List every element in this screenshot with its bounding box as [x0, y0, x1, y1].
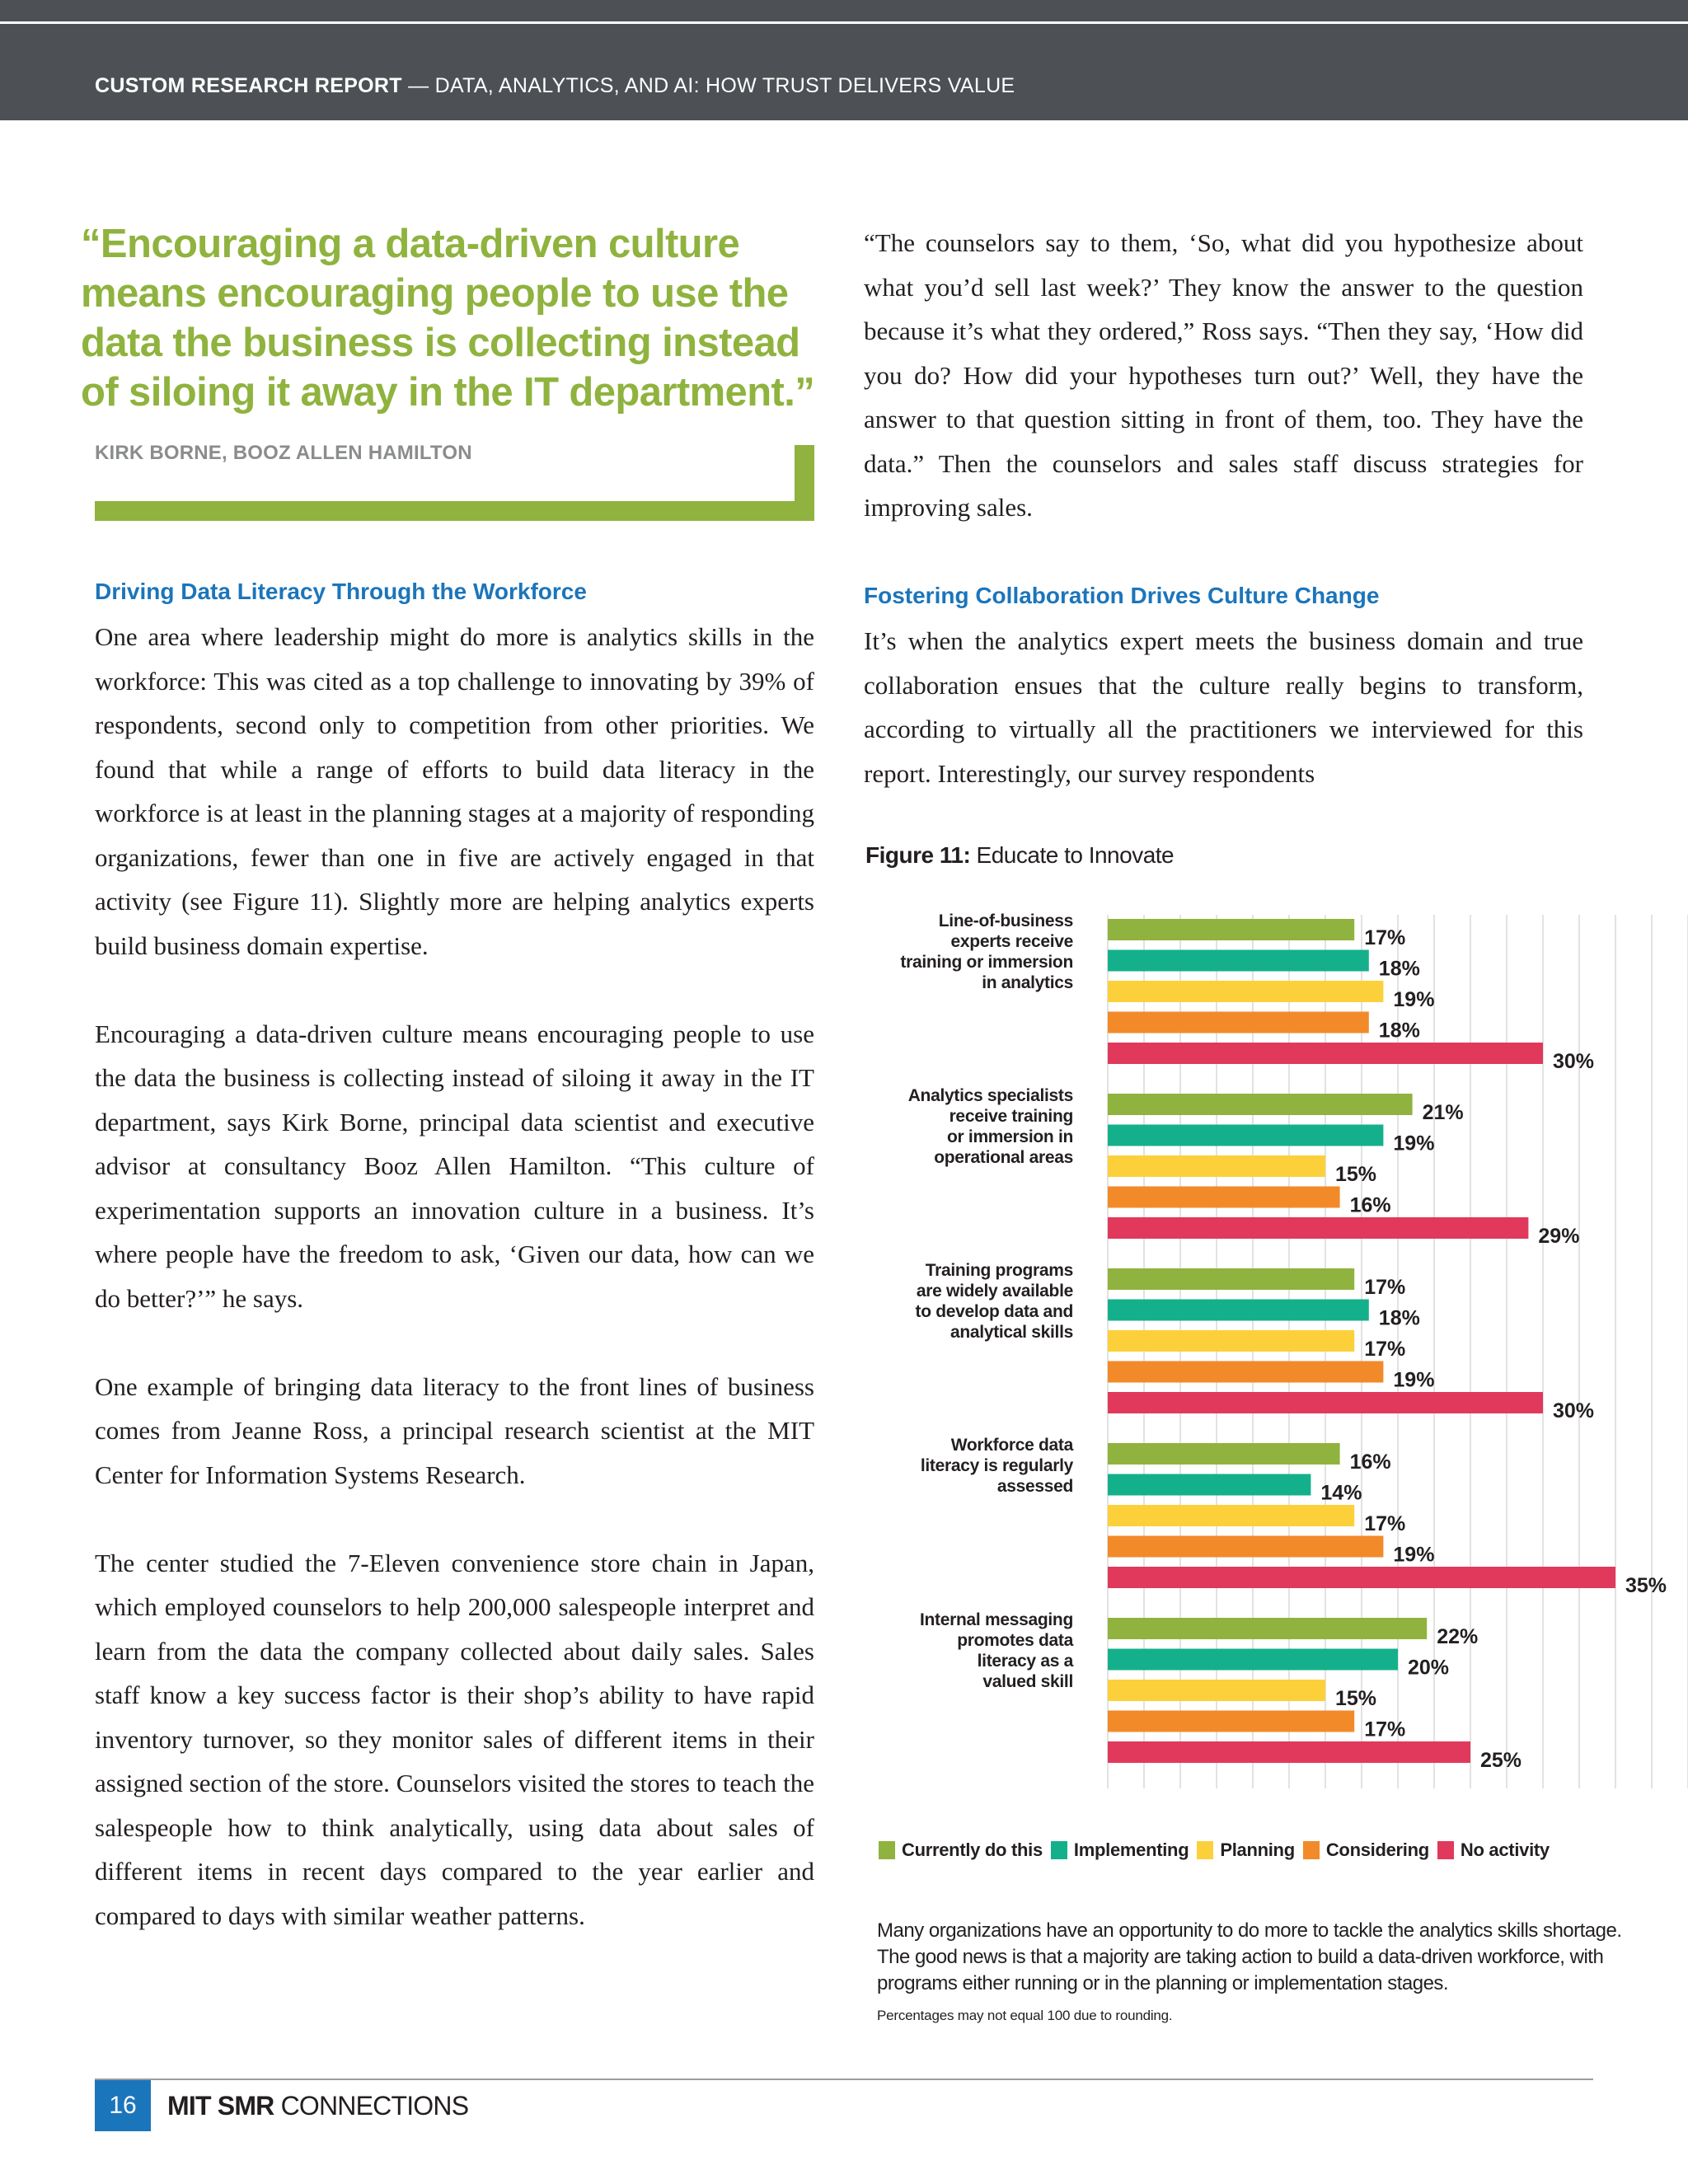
- category-label: are widely available: [916, 1282, 1073, 1301]
- page-number: 16: [95, 2080, 151, 2131]
- brand-bold: MIT SMR: [167, 2091, 274, 2121]
- bar-value-label: 25%: [1480, 1749, 1522, 1772]
- footer-brand: [167, 2091, 468, 2121]
- pull-quote-bracket: [795, 445, 814, 503]
- category-label: to develop data and: [915, 1302, 1073, 1321]
- category-label: assessed: [996, 1477, 1073, 1496]
- bar-value-label: 18%: [1378, 957, 1420, 981]
- bar-value-label: 17%: [1364, 926, 1406, 949]
- bar: [1108, 1392, 1543, 1413]
- header-rest: — DATA, ANALYTICS, AND AI: HOW TRUST DELIVERS VALUE: [401, 74, 1015, 97]
- bar: [1108, 1187, 1340, 1208]
- legend-swatch: [1437, 1841, 1454, 1859]
- bar: [1108, 1268, 1354, 1290]
- legend-item: [1303, 1840, 1429, 1861]
- bar-chart: [857, 907, 1667, 1797]
- brand-rest: CONNECTIONS: [274, 2091, 469, 2121]
- pull-quote-line: of siloing it away in the IT department.”: [81, 370, 815, 415]
- bar-value-label: 22%: [1437, 1625, 1479, 1648]
- legend-item: [1197, 1840, 1295, 1861]
- bar: [1108, 1300, 1369, 1321]
- bar: [1108, 1505, 1354, 1526]
- bar-value-label: 14%: [1320, 1481, 1362, 1505]
- bar: [1108, 1330, 1354, 1352]
- footer-rule: [95, 2079, 1593, 2080]
- category-label: analytical skills: [950, 1323, 1073, 1342]
- pull-quote-rule: [95, 501, 814, 521]
- category-label: Workforce data: [950, 1436, 1073, 1455]
- bar: [1108, 1443, 1340, 1465]
- figure-note: Percentages may not equal 100 due to rounding.: [877, 2008, 1173, 2023]
- bar: [1108, 1711, 1354, 1732]
- left-column-text: [95, 615, 814, 1938]
- section-heading-collaboration: Fostering Collaboration Drives Culture Change: [864, 583, 1380, 608]
- category-label: Analytics specialists: [907, 1086, 1073, 1105]
- pull-quote-attribution: KIRK BORNE, BOOZ ALLEN HAMILTON: [95, 442, 472, 464]
- bar: [1108, 1217, 1528, 1239]
- paragraph: One area where leadership might do more is analytics skills in the workforce: This was cited as a top challenge to innovating by 39% of respondents, second only to competition from other priorities. We found that while a range of efforts to build data literacy in the workforce is at least in the planning stages at a majority of responding organizations, fewer than one in five are actively engaged in that activity (see Figure 11). Slightly more are helping analytics experts build business domain expertise.: [95, 622, 814, 960]
- figure-caption: Many organizations have an opportunity to do more to tackle the analytics skills shortage. The good news is that a majority are taking action to build a data-driven workforce, with programs either running or in the planning or implementation stages.: [877, 1919, 1622, 1994]
- bar: [1108, 1474, 1311, 1496]
- header-bold: CUSTOM RESEARCH REPORT: [95, 74, 402, 97]
- legend-item: [1437, 1840, 1550, 1861]
- bar: [1108, 1567, 1615, 1588]
- pull-quote-line: data the business is collecting instead: [81, 321, 800, 365]
- paragraph: It’s when the analytics expert meets the business domain and true collaboration ensues that the culture really begins to transform, according to virtually all the practitioners we interviewed for this report. Interestingly, our survey respondents: [864, 626, 1583, 788]
- bar-value-label: 30%: [1553, 1399, 1595, 1422]
- bar-value-label: 35%: [1625, 1574, 1667, 1597]
- bar-value-label: 17%: [1364, 1718, 1406, 1741]
- right-column-top-text: [864, 221, 1583, 530]
- bar-value-label: 20%: [1408, 1656, 1450, 1680]
- legend-label: Considering: [1325, 1840, 1429, 1860]
- category-label: operational areas: [934, 1148, 1073, 1167]
- header-bar: [0, 0, 1688, 120]
- paragraph: “The counselors say to them, ‘So, what did you hypothesize about what you’d sell last week?’ They know the answer to the question because it’s what they ordered,” Ross says. “Then they say, ‘How did you do? How did your hypotheses turn out?’ Well, they have the answer to that question sitting in front of them, too. They have the data.” Then the counselors and sales staff discuss strategies for improving sales.: [864, 228, 1583, 522]
- category-label: literacy as a: [977, 1652, 1073, 1671]
- legend-swatch: [1303, 1841, 1320, 1859]
- category-label: experts receive: [950, 932, 1073, 951]
- legend-item: [1051, 1840, 1189, 1861]
- category-label: Training programs: [925, 1261, 1073, 1280]
- bar-value-label: 18%: [1378, 1306, 1420, 1330]
- category-label: promotes data: [957, 1631, 1073, 1650]
- figure-label: Figure 11:: [865, 842, 971, 868]
- category-label: Internal messaging: [920, 1610, 1073, 1629]
- bar-value-label: 19%: [1393, 1132, 1435, 1155]
- paragraph: Encouraging a data-driven culture means encouraging people to use the data the business is collecting instead of siloing it away in the IT department, says Kirk Borne, principal data scientist and executive advisor at consultancy Booz Allen Hamilton. “This culture of experimentation supports an innovation culture in a business. It’s where people have the freedom to ask, ‘Given our data, how can we do better?’” he says.: [95, 1019, 814, 1313]
- bar: [1108, 1012, 1369, 1033]
- bar-value-label: 16%: [1349, 1193, 1391, 1217]
- right-column-text: [864, 619, 1583, 795]
- pull-quote-line: means encouraging people to use the: [81, 271, 789, 316]
- legend-label: Implementing: [1073, 1840, 1189, 1860]
- bar-value-label: 17%: [1364, 1276, 1406, 1299]
- chart-legend: [879, 1840, 1558, 1861]
- legend-label: No activity: [1460, 1840, 1550, 1860]
- bar: [1108, 1125, 1383, 1146]
- bar: [1108, 950, 1369, 972]
- category-label: training or immersion: [900, 953, 1073, 972]
- bar: [1108, 1680, 1325, 1701]
- category-label: literacy is regularly: [920, 1456, 1073, 1475]
- running-header: [95, 74, 1015, 98]
- section-heading-data-literacy: Driving Data Literacy Through the Workforce: [95, 579, 587, 604]
- bar: [1108, 1155, 1325, 1177]
- bar-value-label: 15%: [1335, 1687, 1377, 1710]
- bar-value-label: 15%: [1335, 1163, 1377, 1186]
- bar: [1108, 919, 1354, 940]
- bar: [1108, 1361, 1383, 1383]
- bar-value-label: 17%: [1364, 1512, 1406, 1535]
- pull-quote: [81, 219, 823, 417]
- bar: [1108, 1043, 1543, 1064]
- category-label: in analytics: [982, 973, 1073, 992]
- legend-label: Currently do this: [902, 1840, 1043, 1860]
- category-label: receive training: [949, 1107, 1073, 1126]
- bar: [1108, 981, 1383, 1002]
- bar-value-label: 16%: [1349, 1451, 1391, 1474]
- legend-item: [879, 1840, 1043, 1861]
- bar-value-label: 18%: [1378, 1019, 1420, 1043]
- bar: [1108, 1094, 1413, 1115]
- header-rule: [0, 21, 1688, 24]
- bar-value-label: 21%: [1422, 1101, 1464, 1124]
- bar: [1108, 1536, 1383, 1558]
- legend-label: Planning: [1220, 1840, 1295, 1860]
- paragraph: The center studied the 7-Eleven convenience store chain in Japan, which employed counselors to help 200,000 salespeople interpret and learn from the data the company collected about daily sales. Sales staff know a key success factor is their shop’s ability to have rapid inventory turnover, so they monitor sales of different items in their assigned section of the store. Counselors visited the stores to teach the salespeople how to think analytically, using data about sales of different items in recent days compared to the year earlier and compared to days with similar weather patterns.: [95, 1548, 814, 1930]
- figure-title-text: Educate to Innovate: [976, 842, 1175, 868]
- bar-value-label: 19%: [1393, 1368, 1435, 1392]
- bar: [1108, 1741, 1470, 1763]
- figure-title: [865, 842, 1174, 869]
- bar: [1108, 1618, 1427, 1639]
- bar-value-label: 30%: [1553, 1050, 1595, 1073]
- bar-value-label: 19%: [1393, 988, 1435, 1011]
- legend-swatch: [879, 1841, 895, 1859]
- legend-swatch: [1197, 1841, 1213, 1859]
- category-label: Line-of-business: [938, 912, 1073, 930]
- bar-value-label: 29%: [1538, 1225, 1580, 1248]
- bar-value-label: 17%: [1364, 1338, 1406, 1361]
- legend-swatch: [1051, 1841, 1067, 1859]
- category-label: or immersion in: [946, 1127, 1073, 1146]
- paragraph: One example of bringing data literacy to the front lines of business comes from Jeanne Ross, a principal research scientist at the MIT Center for Information Systems Research.: [95, 1371, 814, 1489]
- bar-value-label: 19%: [1393, 1543, 1435, 1567]
- bar: [1108, 1649, 1398, 1671]
- pull-quote-line: “Encouraging a data-driven culture: [81, 222, 740, 266]
- category-label: valued skill: [982, 1672, 1073, 1691]
